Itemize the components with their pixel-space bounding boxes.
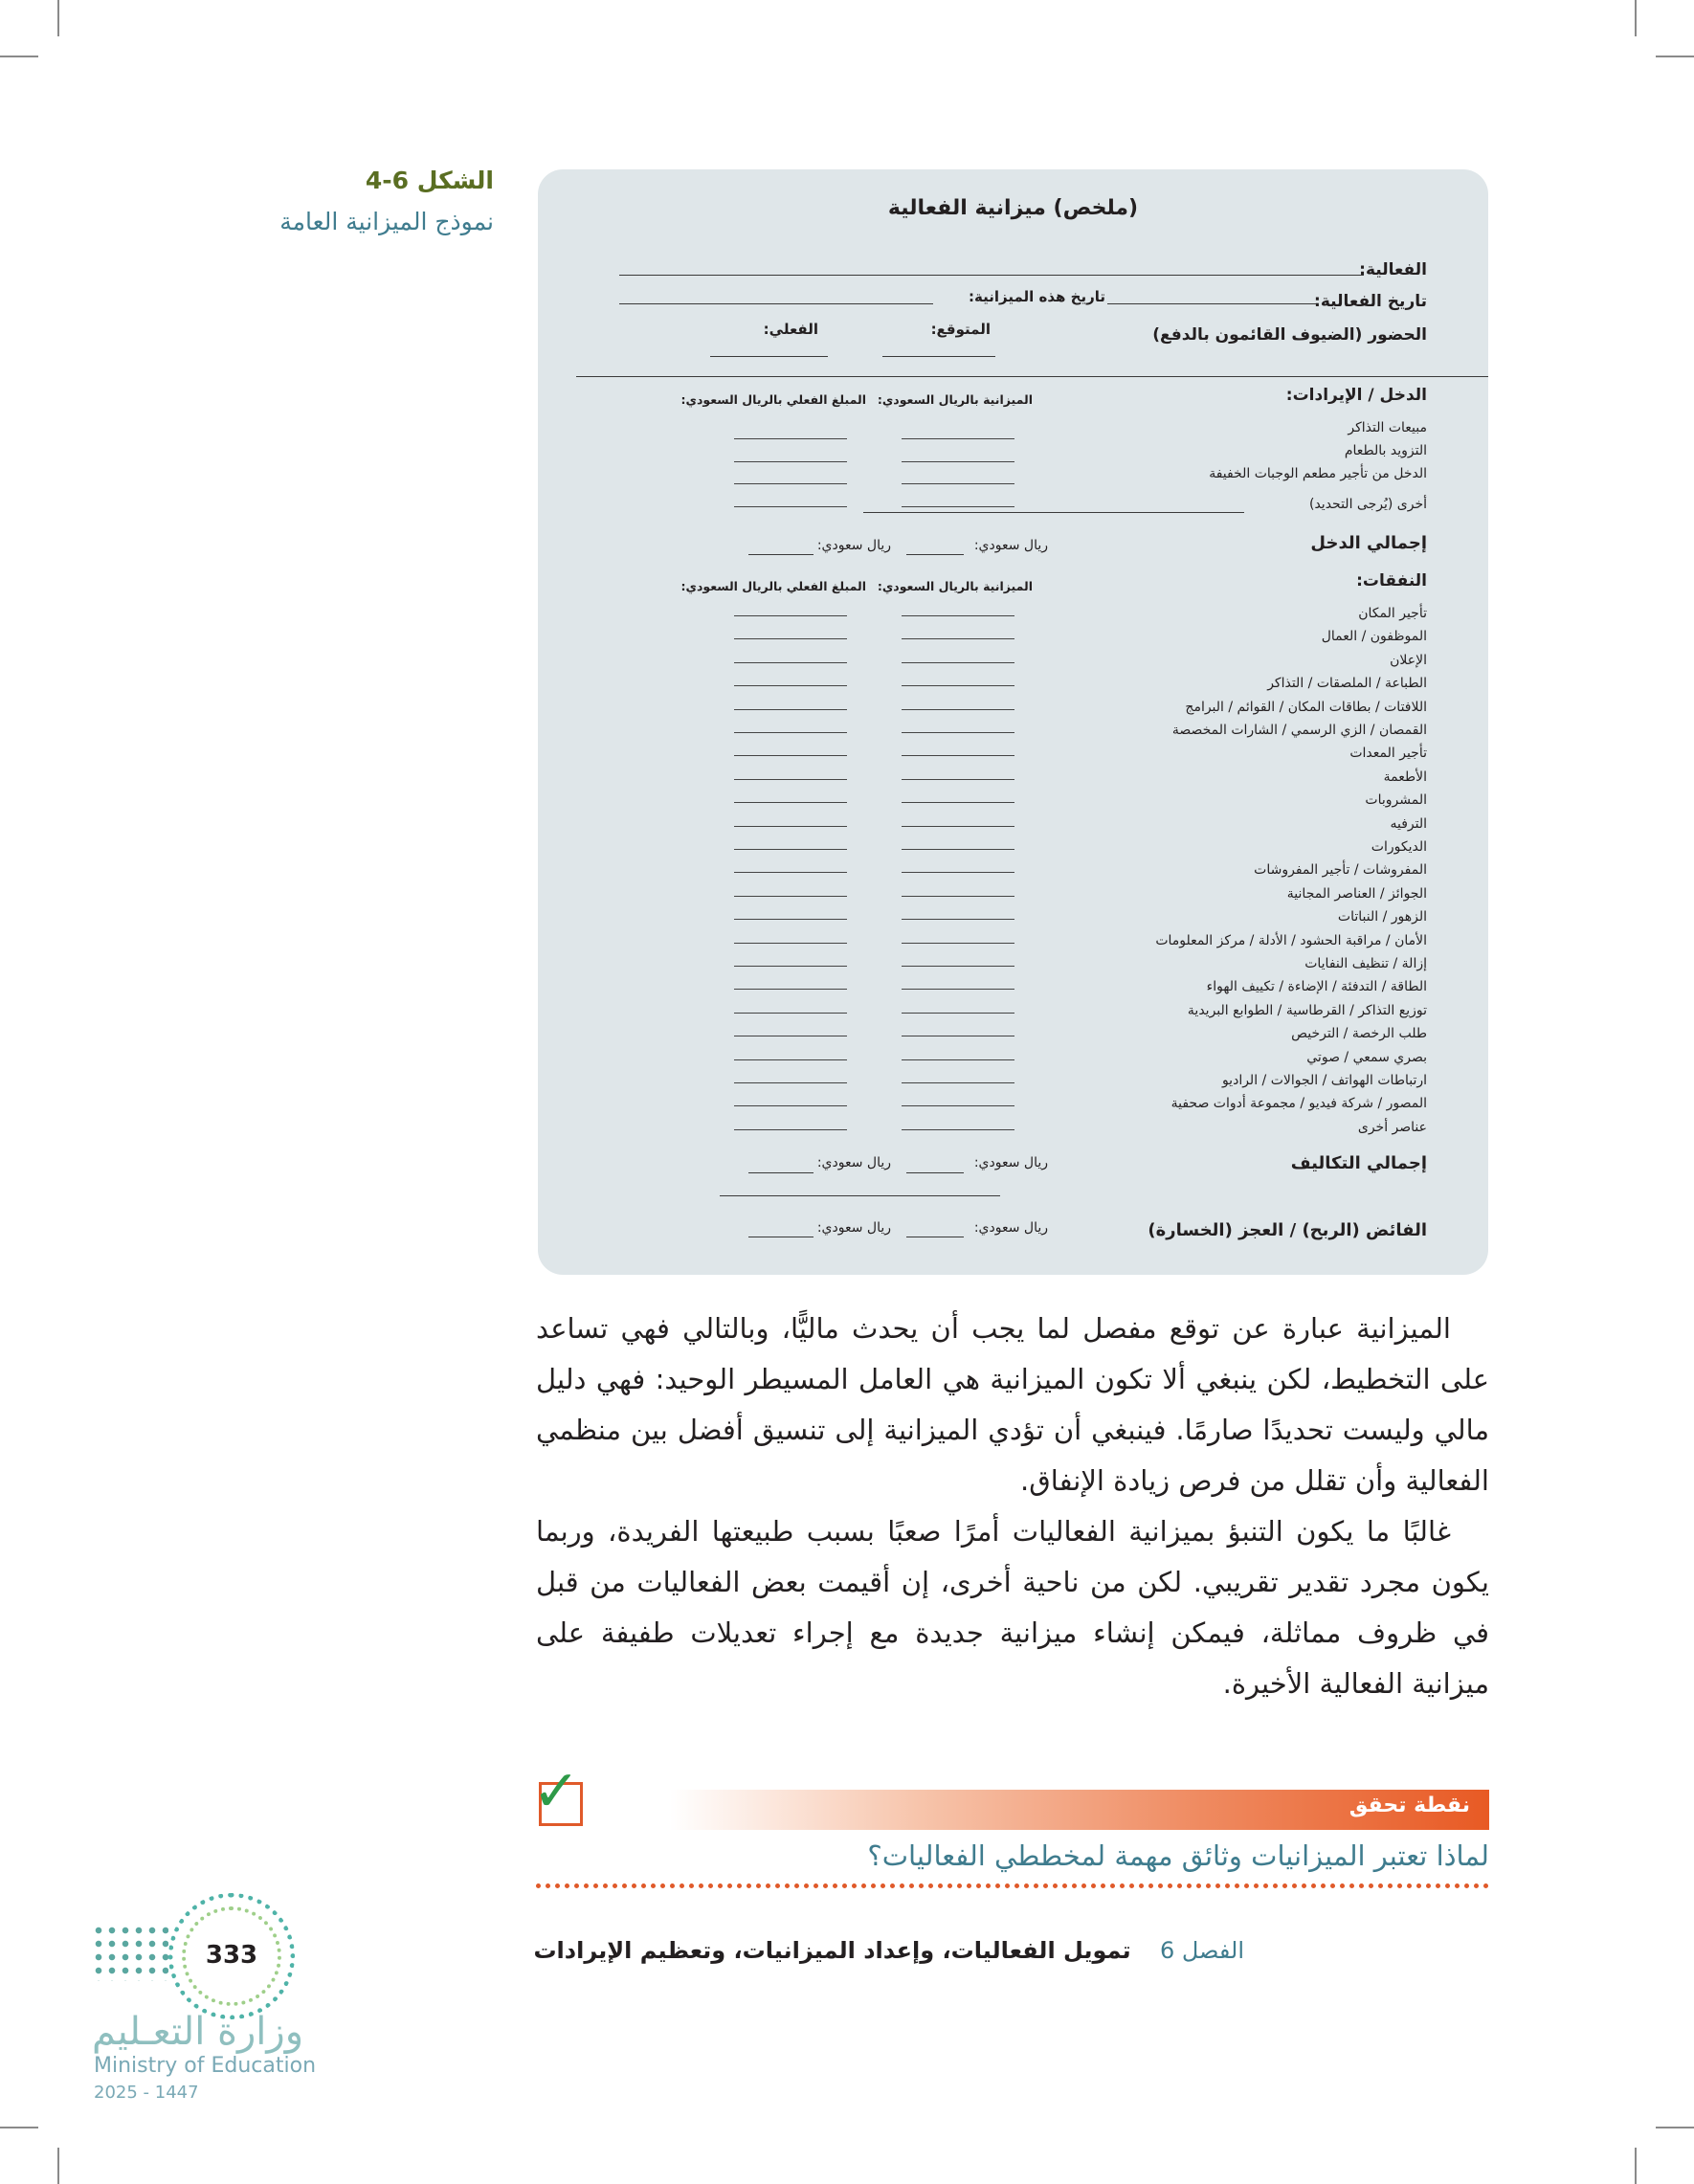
crop-mark (57, 2148, 59, 2184)
event-line (619, 275, 1364, 276)
expense-item: المفروشات / تأجير المفروشات (1254, 862, 1427, 879)
expense-item: الموظفون / العمال (1321, 629, 1427, 645)
income-item: مبيعات التذاكر (1348, 420, 1427, 435)
actual-label: الفعلي: (763, 321, 818, 338)
total-income-budget-currency: ريال سعودي: (973, 538, 1048, 553)
paragraph: غالبًا ما يكون التنبؤ بميزانية الفعاليات أمرًا صعبًا بسبب طبيعتها الفريدة، وربما يكون مجرد تقدير تقريبي. لكن من ناحية أخرى، إن أقيمت بعض الفعاليات من قبل في ظروف مماثلة، فيمكن إنشاء ميزانية جديدة مع إجراء تعديلات طفيفة على ميزانية الفعالية الأخيرة. (536, 1515, 1489, 1700)
expected-label: المتوقع: (930, 321, 991, 338)
event-date-label: تاريخ الفعالية: (1314, 292, 1427, 311)
checkmark-icon: ✓ (532, 1758, 581, 1825)
income-actual-column-header: المبلغ الفعلي بالريال السعودي: (680, 392, 866, 407)
figure-number: الشكل 6-4 (365, 167, 494, 194)
expense-actual-entry-line[interactable] (734, 849, 847, 850)
expense-item: القمصان / الزي الرسمي / الشارات المخصصة (1171, 723, 1427, 738)
chapter-title: تمويل الفعاليات، وإعداد الميزانيات، وتعظيم الإيرادات (533, 1937, 1131, 1964)
expense-budget-entry-line[interactable] (902, 1059, 1014, 1060)
expense-actual-entry-line[interactable] (734, 732, 847, 733)
expense-actual-entry-line[interactable] (734, 989, 847, 990)
income-actual-entry-line[interactable] (734, 461, 847, 462)
expense-actual-entry-line[interactable] (734, 1059, 847, 1060)
income-actual-entry-line[interactable] (734, 483, 847, 484)
body-text (536, 1304, 1489, 1709)
expense-budget-entry-line[interactable] (902, 943, 1014, 944)
expense-item: إزالة / تنظيف النفايات (1304, 956, 1427, 971)
expense-budget-entry-line[interactable] (902, 1129, 1014, 1130)
income-actual-entry-line[interactable] (734, 506, 847, 507)
expense-item: الطاقة / التدفئة / الإضاءة / تكييف الهواء (1206, 979, 1427, 995)
event-date-line (1107, 303, 1316, 304)
expense-item: الديكورات (1371, 839, 1427, 855)
expense-actual-entry-line[interactable] (734, 1105, 847, 1106)
dotted-divider (536, 1883, 1489, 1888)
expense-budget-entry-line[interactable] (902, 1013, 1014, 1014)
total-income-budget-line (906, 554, 964, 555)
chapter-number: الفصل 6 (1159, 1937, 1244, 1964)
income-label: الدخل / الإيرادات: (1285, 386, 1427, 405)
expense-item: اللافتات / بطاقات المكان / القوائم / البرامج (1185, 699, 1427, 715)
budget-date-label: تاريخ هذه الميزانية: (969, 288, 1105, 305)
checkpoint-label: نقطة تحقق (1349, 1794, 1470, 1817)
expense-actual-entry-line[interactable] (734, 1082, 847, 1083)
expense-budget-entry-line[interactable] (902, 755, 1014, 756)
crop-mark (1656, 56, 1694, 57)
expense-budget-entry-line[interactable] (902, 685, 1014, 686)
total-income-actual-line (748, 554, 814, 555)
total-costs-actual-line (748, 1172, 814, 1173)
event-label: الفعالية: (1359, 260, 1427, 279)
expense-budget-entry-line[interactable] (902, 919, 1014, 920)
expense-budget-entry-line[interactable] (902, 802, 1014, 803)
expense-actual-entry-line[interactable] (734, 638, 847, 639)
page-number: 333 (205, 1941, 258, 1970)
expense-item: الطباعة / الملصقات / التذاكر (1267, 676, 1427, 692)
expense-item: بصري سمعي / صوتي (1306, 1049, 1427, 1065)
expense-budget-entry-line[interactable] (902, 849, 1014, 850)
expense-budget-entry-line[interactable] (902, 1082, 1014, 1083)
expense-actual-entry-line[interactable] (734, 1129, 847, 1130)
crop-mark (0, 2127, 38, 2128)
expected-line (882, 356, 995, 357)
expense-budget-entry-line[interactable] (902, 826, 1014, 827)
income-budget-entry-line[interactable] (902, 483, 1014, 484)
expense-actual-entry-line[interactable] (734, 919, 847, 920)
expense-actual-entry-line[interactable] (734, 966, 847, 967)
expense-budget-entry-line[interactable] (902, 872, 1014, 873)
expense-actual-entry-line[interactable] (734, 685, 847, 686)
total-costs-actual-currency: ريال سعودي: (816, 1155, 891, 1170)
crop-mark (0, 56, 38, 57)
expenses-label: النفقات: (1356, 571, 1427, 591)
form-title: (ملخص) ميزانية الفعالية (887, 196, 1139, 220)
income-item: أخرى (يُرجى التحديد) (1308, 497, 1427, 512)
expense-item: عناصر أخرى (1357, 1119, 1427, 1135)
ministry-name-english: Ministry of Education (94, 2054, 317, 2078)
expense-actual-entry-line[interactable] (734, 872, 847, 873)
income-budget-entry-line[interactable] (902, 438, 1014, 439)
chapter-footer (533, 1937, 1244, 1964)
expense-item: تأجير المكان (1358, 606, 1427, 621)
ministry-year: 2025 - 1447 (94, 2083, 199, 2103)
expense-actual-entry-line[interactable] (734, 755, 847, 756)
income-item: الدخل من تأجير مطعم الوجبات الخفيفة (1209, 466, 1427, 481)
expense-budget-entry-line[interactable] (902, 779, 1014, 780)
expense-item: تأجير المعدات (1349, 746, 1427, 762)
other-specify-line (863, 512, 1244, 513)
expense-item: الجوائز / العناصر المجانية (1286, 885, 1427, 902)
expense-actual-entry-line[interactable] (734, 615, 847, 616)
expense-item: المصور / شركة فيديو / مجموعة أدوات صحفية (1170, 1096, 1427, 1112)
crop-mark (1656, 2127, 1694, 2128)
ministry-logo-dots-icon (92, 1924, 168, 1981)
income-item: التزويد بالطعام (1344, 443, 1427, 458)
expense-budget-entry-line[interactable] (902, 662, 1014, 663)
expense-item: الترفيه (1390, 815, 1427, 832)
expense-actual-entry-line[interactable] (734, 709, 847, 710)
crop-mark (1635, 0, 1637, 36)
expense-actual-entry-line[interactable] (734, 896, 847, 897)
subtotal-line (720, 1195, 1000, 1196)
expense-actual-entry-line[interactable] (734, 826, 847, 827)
expense-item: طلب الرخصة / الترخيص (1291, 1026, 1427, 1042)
total-costs-budget-currency: ريال سعودي: (973, 1155, 1048, 1170)
expense-item: الزهور / النباتات (1337, 909, 1427, 925)
expense-item: الأطعمة (1383, 769, 1427, 785)
ministry-name-arabic: وزارة التعـليم (92, 2010, 304, 2054)
checkpoint-question: لماذا تعتبر الميزانيات وثائق مهمة لمخططي الفعاليات؟ (867, 1839, 1489, 1872)
income-budget-entry-line[interactable] (902, 461, 1014, 462)
expense-actual-column-header: المبلغ الفعلي بالريال السعودي: (680, 579, 866, 593)
income-actual-entry-line[interactable] (734, 438, 847, 439)
expense-budget-entry-line[interactable] (902, 896, 1014, 897)
expense-actual-entry-line[interactable] (734, 779, 847, 780)
expense-actual-entry-line[interactable] (734, 662, 847, 663)
income-budget-entry-line[interactable] (902, 506, 1014, 507)
income-budget-column-header: الميزانية بالريال السعودي: (877, 392, 1033, 407)
checkpoint-banner (670, 1790, 1489, 1830)
surplus-deficit-label: الفائض (الربح) / العجز (الخسارة) (1148, 1220, 1427, 1240)
expense-item: الأمان / مراقبة الحشود / الأدلة / مركز المعلومات (1155, 932, 1427, 948)
attendance-label: الحضور (الضيوف القائمون بالدفع) (1152, 325, 1427, 345)
paragraph: الميزانية عبارة عن توقع مفصل لما يجب أن يحدث ماليًّا، وبالتالي فهي تساعد على التخطيط، لكن ينبغي ألا تكون الميزانية هي العامل المسيطر الوحيد: فهي دليل مالي وليست تحديدًا صارمًا. فينبغي أن تؤدي الميزانية إلى تنسيق أفضل بين منظمي الفعالية وأن تقلل من فرص زيادة الإنفاق. (536, 1312, 1489, 1497)
expense-budget-entry-line[interactable] (902, 732, 1014, 733)
total-costs-budget-line (906, 1172, 964, 1173)
expense-item: ارتباطات الهواتف / الجوالات / الراديو (1221, 1073, 1427, 1088)
expense-budget-entry-line[interactable] (902, 966, 1014, 967)
expense-budget-entry-line[interactable] (902, 989, 1014, 990)
figure-title: نموذج الميزانية العامة (279, 208, 494, 235)
expense-actual-entry-line[interactable] (734, 943, 847, 944)
expense-item: المشروبات (1365, 792, 1427, 809)
surplus-actual-currency: ريال سعودي: (816, 1220, 891, 1236)
expense-budget-column-header: الميزانية بالريال السعودي: (877, 579, 1033, 593)
total-income-actual-currency: ريال سعودي: (816, 538, 891, 553)
total-income-label: إجمالي الدخل (1310, 533, 1427, 553)
expense-actual-entry-line[interactable] (734, 1013, 847, 1014)
budget-form-panel (538, 169, 1488, 1275)
expense-budget-entry-line[interactable] (902, 638, 1014, 639)
expense-budget-entry-line[interactable] (902, 709, 1014, 710)
expense-item: توزيع التذاكر / القرطاسية / الطوابع البريدية (1187, 1002, 1427, 1018)
expense-budget-entry-line[interactable] (902, 615, 1014, 616)
budget-date-line (619, 303, 933, 304)
surplus-budget-currency: ريال سعودي: (973, 1220, 1048, 1236)
expense-item: الإعلان (1390, 652, 1427, 668)
figure-caption (245, 165, 494, 241)
actual-line (710, 356, 828, 357)
expense-actual-entry-line[interactable] (734, 802, 847, 803)
crop-mark (57, 0, 59, 36)
total-costs-label: إجمالي التكاليف (1290, 1153, 1427, 1173)
separator-line (576, 376, 1488, 377)
expense-budget-entry-line[interactable] (902, 1105, 1014, 1106)
crop-mark (1635, 2148, 1637, 2184)
